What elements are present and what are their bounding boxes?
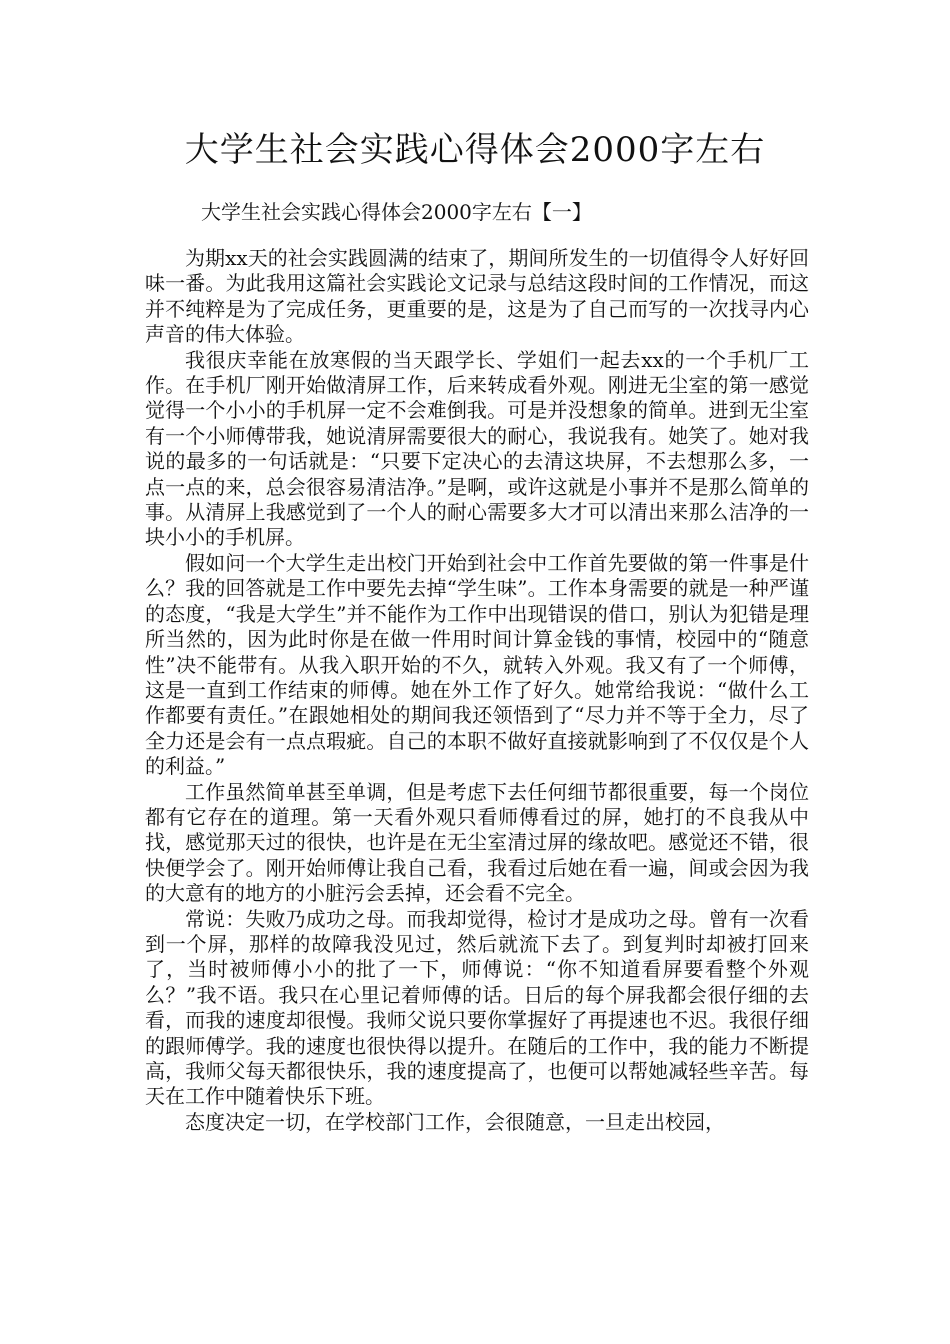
paragraph-6: 态度决定一切，在学校部门工作，会很随意，一旦走出校园， <box>185 1109 725 1134</box>
section-heading: 大学生社会实践心得体会2000字左右【一】 <box>201 200 592 224</box>
paragraph-1: 为期xx天的社会实践圆满的结束了，期间所发生的一切值得令人好好回味一番。为此我用这篇社会实践论文记录与总结这段时间的工作情况，而这并不纯粹是为了完成任务，更重要的是，这是为了自己而写的一次找寻内心声音的伟大体验。 <box>145 246 809 347</box>
body-text <box>145 246 809 1135</box>
paragraph-3: 假如问一个大学生走出校门开始到社会中工作首先要做的第一件事是什么？我的回答就是工作中要先去掉“学生味”。工作本身需要的就是一种严谨的态度，“我是大学生”并不能作为工作中出现错误的借口，别认为犯错是理所当然的，因为此时你是在做一件用时间计算金钱的事情，校园中的“随意性”决不能带有。从我入职开始的不久，就转入外观。我又有了一个师傅，这是一直到工作结束的师傅。她在外工作了好久。她常给我说：“做什么工作都要有责任。”在跟她相处的期间我还领悟到了“尽力并不等于全力，尽了全力还是会有一点点瑕疵。自己的本职不做好直接就影响到了不仅仅是个人的利益。” <box>145 550 809 779</box>
paragraph-4: 工作虽然简单甚至单调，但是考虑下去任何细节都很重要，每一个岗位都有它存在的道理。第一天看外观只看师傅看过的屏，她打的不良我从中找，感觉那天过的很快，也许是在无尘室清过屏的缘故吧。感觉还不错，很快便学会了。刚开始师傅让我自己看，我看过后她在看一遍，间或会因为我的大意有的地方的小脏污会丢掉，还会看不完全。 <box>145 779 809 906</box>
document-title: 大学生社会实践心得体会2000字左右 <box>184 130 766 170</box>
paragraph-2: 我很庆幸能在放寒假的当天跟学长、学姐们一起去xx的一个手机厂工作。在手机厂刚开始做清屏工作，后来转成看外观。刚进无尘室的第一感觉觉得一个小小的手机屏一定不会难倒我。可是并没想象的简单。进到无尘室有一个小师傅带我，她说清屏需要很大的耐心，我说我有。她笑了。她对我说的最多的一句话就是：“只要下定决心的去清这块屏，不去想那么多，一点一点的来，总会很容易清洁净。”是啊，或许这就是小事并不是那么简单的事。从清屏上我感觉到了一个人的耐心需要多大才可以清出来那么洁净的一块小小的手机屏。 <box>145 347 809 550</box>
paragraph-5: 常说：失败乃成功之母。而我却觉得，检讨才是成功之母。曾有一次看到一个屏，那样的故障我没见过，然后就流下去了。到复判时却被打回来了，当时被师傅小小的批了一下，师傅说：“你不知道看屏要看整个外观么？”我不语。我只在心里记着师傅的话。日后的每个屏我都会很仔细的去看，而我的速度却很慢。我师父说只要你掌握好了再提速也不迟。我很仔细的跟师傅学。我的速度也很快得以提升。在随后的工作中，我的能力不断提高，我师父每天都很快乐，我的速度提高了，也便可以帮她减轻些辛苦。每天在工作中随着快乐下班。 <box>145 906 809 1109</box>
